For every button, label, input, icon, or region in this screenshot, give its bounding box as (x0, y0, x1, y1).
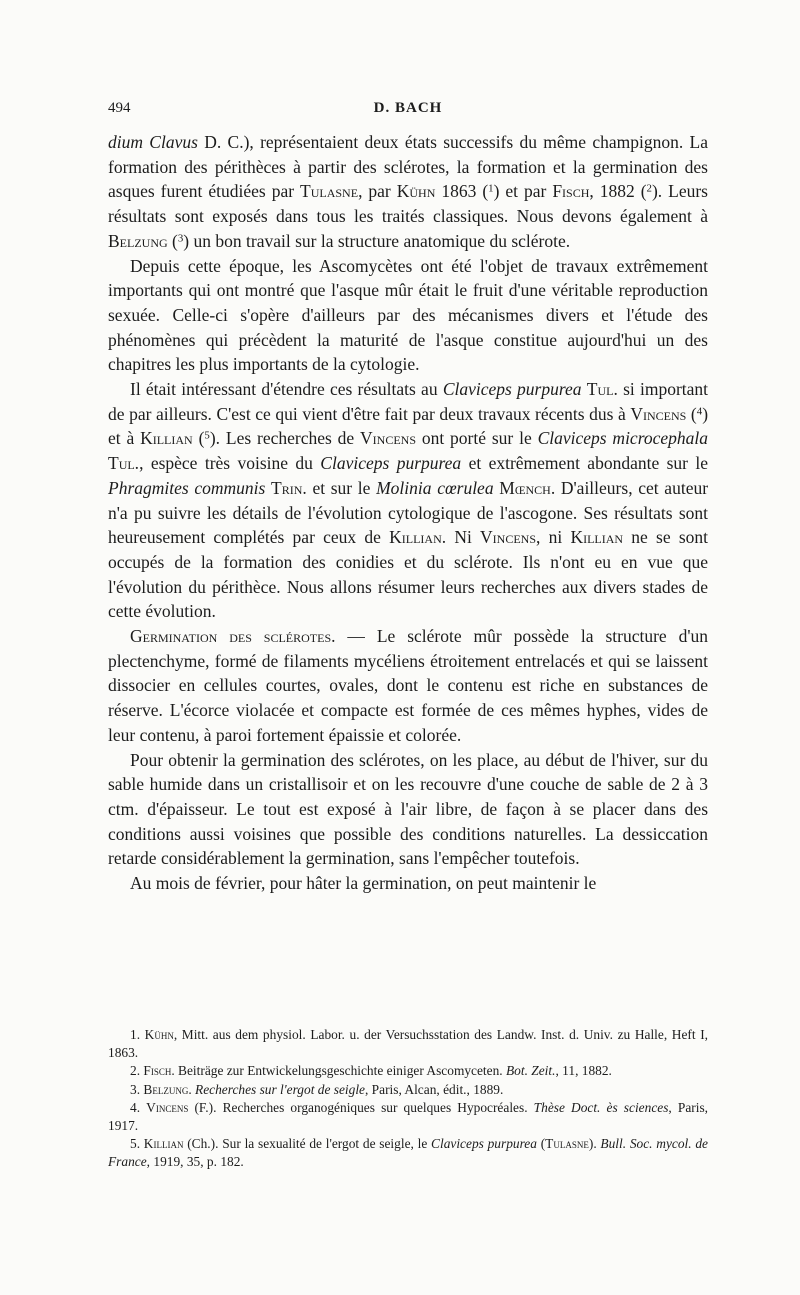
text-run: , Mitt. aus dem physiol. Labor. u. der Versuchsstation des Landw. Inst. d. Univ. zu Halle, Heft I, 1863. (108, 1027, 709, 1061)
small-caps-name: Killian (389, 527, 442, 548)
text-run: , espèce très voisine du (139, 453, 321, 474)
small-caps-name: Tul. (586, 379, 618, 400)
paragraph (108, 254, 708, 378)
italic-text: Claviceps purpurea (431, 1136, 537, 1152)
text-run: (Ch.). Sur la sexualité de l'ergot de seigle, le (183, 1136, 432, 1152)
text-run: . Ni (441, 527, 481, 548)
small-caps-name: Vincens (146, 1099, 189, 1115)
text-run: ) un bon travail sur la structure anatomique du sclérote. (183, 230, 571, 251)
italic-text: Thèse Doct. ès sciences (533, 1099, 669, 1115)
text-run: D'ailleurs, cet auteur n'a pu suivre les détails de l'évolution cytologique de l'ascogone. Ses résultats sont heureusement complétés par ceux de (108, 477, 709, 548)
text-run: , 1919, 35, p. 182. (146, 1154, 244, 1170)
page-number: 494 (108, 100, 131, 116)
small-caps-name: Kühn (144, 1027, 174, 1042)
small-caps-name: Germination des sclérotes. (130, 626, 336, 647)
paragraph (108, 130, 708, 254)
italic-text: Bot. Zeit. (506, 1063, 556, 1079)
text-run: . (188, 1081, 196, 1097)
small-caps-name: Vincens (360, 428, 416, 449)
text-run: ). Les recherches de (209, 428, 361, 449)
text-run: Au mois de février, pour hâter la germination, on peut maintenir le (130, 873, 597, 894)
text-run: 2. (130, 1063, 144, 1079)
footnote (108, 1062, 708, 1080)
italic-text: Bull. Soc. mycol. de France (108, 1136, 708, 1170)
text-run: et extrêmement abondante sur le (461, 453, 709, 474)
text-run: , par (358, 181, 397, 202)
text-run: et sur le (306, 477, 377, 498)
footnote-ref: 1 (488, 182, 494, 195)
text-run: Il était intéressant d'étendre ces résultats au (130, 379, 443, 400)
italic-text: Recherches sur l'ergot de seigle (195, 1081, 365, 1097)
text-run: ont porté sur le (416, 428, 538, 449)
text-run: ). Leurs résultats sont exposés dans tous les traités classiques. Nous devons également à (108, 181, 708, 227)
italic-text: Claviceps microcephala (537, 428, 709, 449)
text-run: si important de par ailleurs. C'est ce qui vient d'être fait par deux travaux récents dus à (108, 379, 709, 424)
footnote (108, 1135, 708, 1171)
italic-text: Phragmites communis (108, 477, 266, 498)
paragraph (108, 377, 708, 624)
footnote-ref: 3 (177, 232, 184, 245)
main-text (108, 130, 708, 896)
footnote-ref: 2 (646, 182, 652, 195)
text-run: , 11, 1882. (555, 1063, 612, 1079)
text-run: 5. (130, 1136, 144, 1152)
text-run: ) et par (493, 181, 553, 202)
small-caps-name: Fisch (552, 181, 590, 202)
text-run: , Paris, 1917. (108, 1099, 709, 1134)
paragraph (108, 871, 708, 896)
text-run: Depuis cette époque, les Ascomycètes ont été l'objet de travaux extrêmement importants qui ont montré que l'asque mûr était le fruit d'une véritable reproduction sexuée. Celle-ci s'opère d'ailleurs par des mécanismes divers et l'étude des phénomènes qui précèdent la maturité de l'asque constitue aujourd'hui un des chapitres les plus importants de la cytologie. (108, 255, 708, 375)
small-caps-name: Kühn (396, 181, 436, 202)
page-header (108, 100, 708, 124)
text-run: 4. (130, 1099, 147, 1115)
footnote-ref: 4 (696, 405, 703, 418)
text-run: — Le sclérote mûr possède la structure d'un plectenchyme, formé de filaments mycéliens étroitement entrelacés et qui se laissent dissocier en cellules courtes, ovales, dont le contenu est riche en substances de réserve. L'écorce violacée et compacte est formée de ces mêmes hyphes, vides de leur contenu, à paroi fortement épaissie et colorée. (108, 626, 709, 745)
text-run: ) et à (108, 403, 709, 449)
footnote (108, 1081, 708, 1099)
italic-text: dium Clavus (108, 132, 198, 152)
small-caps-name: Belzung (108, 230, 168, 251)
italic-text: Molinia cœrulea (376, 477, 494, 498)
small-caps-name: Tulasne (545, 1136, 589, 1152)
small-caps-name: Mœnch. (499, 477, 556, 498)
paragraph (108, 748, 708, 872)
text-run: ( (167, 230, 178, 251)
footnote (108, 1099, 708, 1135)
text-run: ne se sont occupés de la formation des conidies et du sclérote. Ils n'ont eu en vue que l'évolution du périthèce. Nous allons résumer leurs recherches aux divers stades de cette évolution. (108, 527, 708, 622)
small-caps-name: Fisch (143, 1063, 172, 1079)
italic-text: Claviceps purpurea (320, 453, 462, 474)
small-caps-name: Tul. (108, 453, 140, 474)
small-caps-name: Killian (143, 1136, 184, 1152)
small-caps-name: Killian (140, 428, 193, 449)
text-run: , 1882 ( (589, 181, 647, 202)
small-caps-name: Vincens (480, 527, 537, 548)
footnotes (108, 1026, 708, 1172)
text-run: . Beiträge zur Entwickelungsgeschichte einiger Ascomyceten. (171, 1063, 506, 1079)
paragraph (108, 624, 708, 748)
text-run: , Paris, Alcan, édit., 1889. (364, 1081, 504, 1097)
text-run: ). (588, 1136, 601, 1152)
small-caps-name: Trin. (271, 477, 307, 498)
text-run: ( (192, 428, 205, 449)
text-run: ( (686, 403, 697, 424)
running-title: D. BACH (373, 100, 443, 116)
text-run: ( (536, 1136, 546, 1152)
small-caps-name: Belzung (143, 1081, 189, 1097)
text-run: 1. (130, 1027, 145, 1042)
small-caps-name: Vincens (630, 403, 687, 424)
text-run: D. C.), représentaient deux états successifs du même champignon. La formation des périthèces à partir des sclérotes, la formation et la germination des asques furent étudiées par (108, 132, 708, 202)
small-caps-name: Killian (570, 527, 624, 548)
italic-text: Claviceps purpurea (442, 379, 582, 400)
text-run: 1863 ( (435, 181, 489, 202)
text-run: 3. (130, 1081, 144, 1097)
text-run: , ni (536, 527, 571, 548)
footnote (108, 1026, 708, 1062)
text-run: Pour obtenir la germination des sclérotes, on les place, au début de l'hiver, sur du sable humide dans un cristallisoir et on les recouvre d'une couche de sable de 2 à 3 ctm. d'épaisseur. Le tout est exposé à l'air libre, de façon à se placer dans des conditions aussi voisines que possible des conditions naturelles. La dessiccation retarde considérablement la germination, sans l'empêcher toutefois. (108, 749, 708, 869)
small-caps-name: Tulasne (300, 181, 359, 202)
footnote-ref: 5 (204, 430, 210, 443)
text-run: (F.). Recherches organogéniques sur quelques Hypocréales. (188, 1099, 534, 1115)
